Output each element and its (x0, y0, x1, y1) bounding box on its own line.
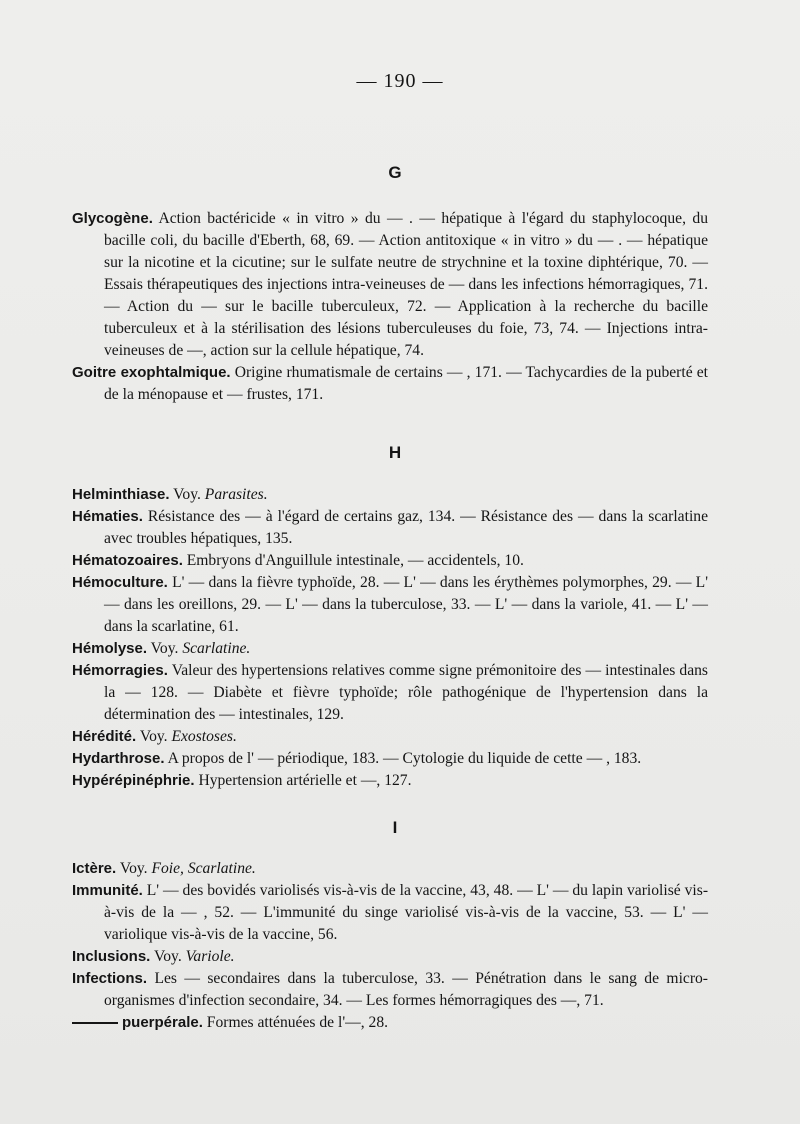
index-entry (72, 726, 708, 748)
index-entry (72, 748, 708, 770)
entry-text: L' — des bovidés variolisés vis-à-vis de la vaccine, 43, 48. — L' — du lapin variolisé vis-à-vis de la — , 52. — L'immunité du singe variolisé vis-à-vis de la vaccine, 53. — L' — variolique vis-à-vis de la vaccine, 56. (104, 882, 709, 943)
entry-text: Voy. (150, 640, 179, 657)
index-entry (72, 880, 708, 946)
entry-text: Origine rhumatismale de certains — , 171. — Tachycardies de la puberté et de la ménopause et — frustes, 171. (104, 364, 708, 403)
index-entry (72, 660, 708, 726)
entry-cross-reference: Scarlatine. (182, 640, 251, 657)
entry-cross-reference: Variole. (185, 948, 235, 965)
entry-cross-reference: Parasites. (204, 486, 268, 503)
index-entry (72, 506, 708, 550)
entry-heading: Goitre exophtalmique. (72, 364, 231, 381)
index-entry (72, 362, 708, 406)
entry-text: Voy. (153, 948, 182, 965)
entry-text: Résistance des — à l'égard de certains gaz, 134. — Résistance des — dans la scarlatine avec troubles hépatiques, 135. (104, 508, 708, 547)
index-entry (72, 638, 708, 660)
entry-heading: Helminthiase. (72, 486, 170, 503)
entry-cross-reference: Exostoses. (171, 728, 237, 745)
entry-heading: Infections. (72, 970, 148, 987)
entry-heading: Immunité. (72, 882, 143, 899)
entry-heading: Hypérépinéphrie. (72, 772, 195, 789)
entry-heading: Hydarthrose. (72, 750, 165, 767)
section-letter-g: G (388, 163, 402, 182)
index-entry (72, 550, 708, 572)
entry-text: A propos de l' — périodique, 183. — Cytologie du liquide de cette — , 183. (167, 750, 642, 767)
index-entry (72, 208, 708, 362)
entry-heading: Hématozoaires. (72, 552, 183, 569)
repeat-dash (72, 1022, 118, 1024)
entry-heading: Glycogène. (72, 210, 153, 227)
entry-text: Voy. (119, 860, 148, 877)
page-number: — 190 — (356, 70, 444, 92)
section-g-entries (72, 208, 708, 406)
section-i-entries (72, 858, 708, 1034)
section-letter-h: H (388, 443, 402, 462)
entry-text: Action bactéricide « in vitro » du — . — hépatique à l'égard du staphylocoque, du bacille coli, du bacille d'Eberth, 68, 69. — Action antitoxique « in vitro » du — . — hépatique sur la nicotine et la cicutine; sur le sulfate neutre de strychnine et la toxine diphtérique, 70. — Essais thérapeutiques des injections intra-veineuses de — dans les infections hémorragiques, 71. — Action du — sur le bacille tuberculeux, 72. — Application à la recherche du bacille tuberculeux et à la stérilisation des lésions tuberculeuses du foie, 73, 74. — Injections intra-veineuses de —, action sur la cellule hépatique, 74. (104, 210, 708, 359)
entry-text: Voy. (139, 728, 168, 745)
entry-text: Formes atténuées de l'—, 28. (206, 1014, 389, 1031)
section-letter-i: I (392, 818, 398, 837)
entry-text: Les — secondaires dans la tuberculose, 33. — Pénétration dans le sang de micro-organismes d'infection secondaire, 34. — Les formes hémorragiques des —, 71. (104, 970, 709, 1009)
index-entry (72, 770, 708, 792)
entry-heading: Hémorragies. (72, 662, 168, 679)
entry-heading: Hémolyse. (72, 640, 148, 657)
entry-cross-reference: Foie, Scarlatine. (151, 860, 256, 877)
index-entry (72, 858, 708, 880)
entry-text: L' — dans la fièvre typhoïde, 28. — L' — dans les érythèmes polymorphes, 29. — L' — dans les oreillons, 29. — L' — dans la tuberculose, 33. — L' — dans la variole, 41. — L' — dans la scarlatine, 61. (104, 574, 708, 635)
entry-text: Hypertension artérielle et —, 127. (198, 772, 412, 789)
entry-text: Valeur des hypertensions relatives comme signe prémonitoire des — intestinales dans la — 128. — Diabète et fièvre typhoïde; rôle pathogénique de l'hypertension dans la détermination des — intestinales, 129. (104, 662, 708, 723)
index-subentry (72, 1012, 708, 1034)
entry-heading: Hématies. (72, 508, 143, 525)
entry-heading: puerpérale. (122, 1014, 203, 1031)
entry-heading: Inclusions. (72, 948, 151, 965)
section-h-entries (72, 484, 708, 792)
index-entry (72, 946, 708, 968)
entry-heading: Ictère. (72, 860, 117, 877)
entry-text: Embryons d'Anguillule intestinale, — accidentels, 10. (186, 552, 524, 569)
entry-text: Voy. (173, 486, 201, 503)
entry-heading: Hérédité. (72, 728, 137, 745)
index-entry (72, 968, 708, 1012)
index-entry (72, 572, 708, 638)
entry-heading: Hémoculture. (72, 574, 168, 591)
index-entry (72, 484, 708, 506)
